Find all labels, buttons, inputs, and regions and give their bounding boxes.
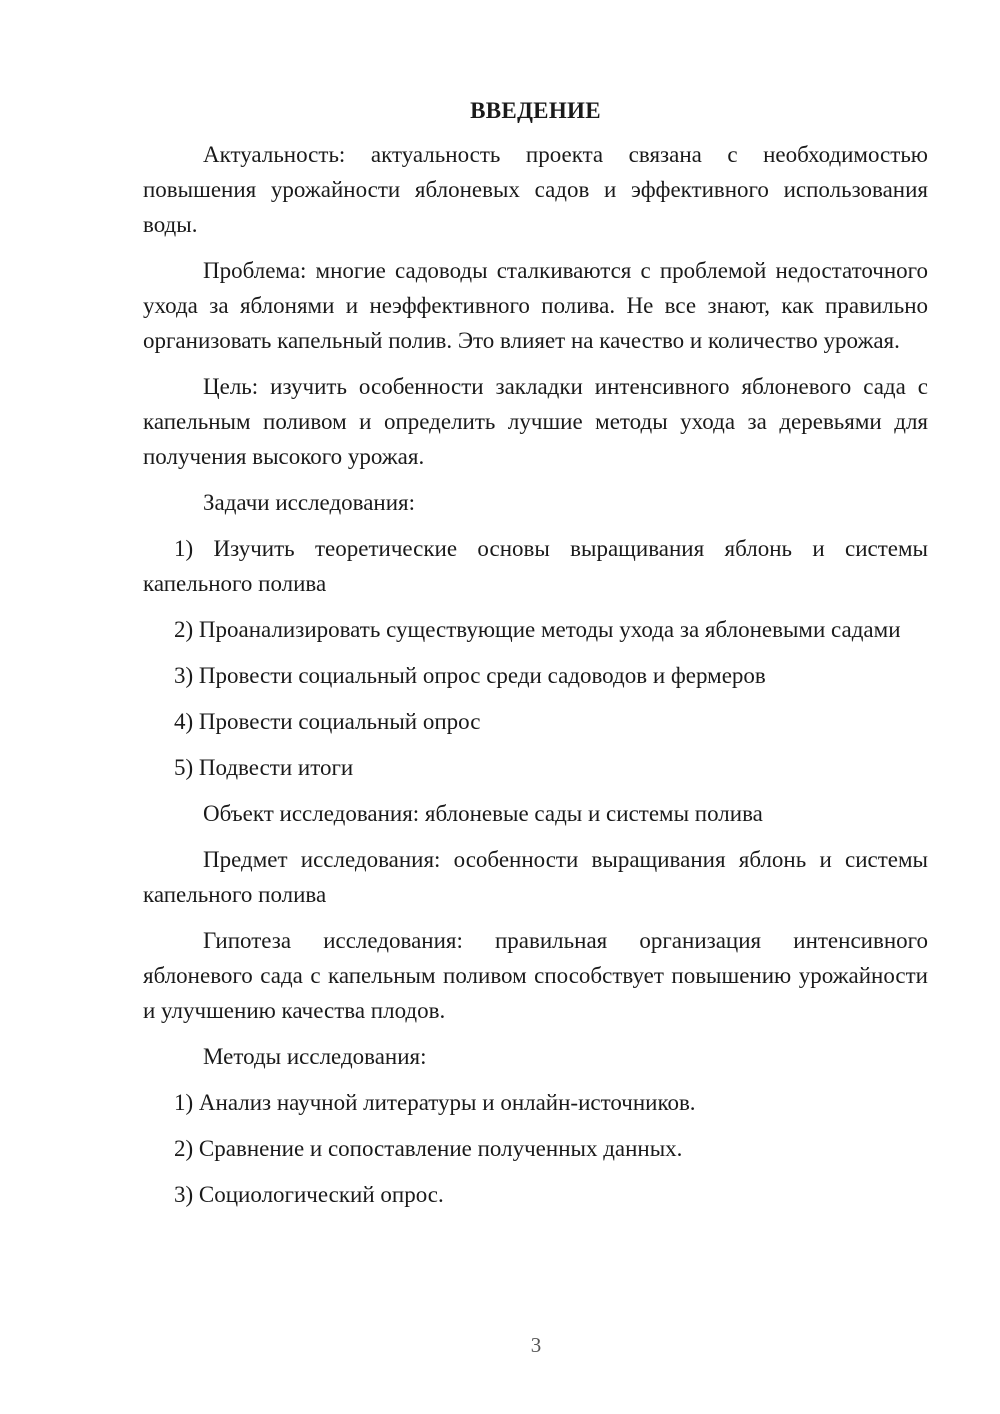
goal-paragraph: Цель: изучить особенности закладки интенсивного яблоневого сада с капельным поливом и определить лучшие методы ухода за деревьями для получения высокого урожая. (143, 374, 928, 469)
document-body (143, 93, 928, 1223)
section-heading: ВВЕДЕНИЕ (470, 98, 601, 123)
task-item: 3) Провести социальный опрос среди садоводов и фермеров (174, 663, 766, 688)
tasks-title: Задачи исследования: (203, 490, 416, 515)
task-item: 4) Провести социальный опрос (174, 709, 481, 734)
method-item: 3) Социологический опрос. (174, 1182, 444, 1207)
problem-paragraph: Проблема: многие садоводы сталкиваются с проблемой недостаточного ухода за яблонями и неэффективного полива. Не все знают, как правильно организовать капельный полив. Это влияет на качество и количество урожая. (143, 258, 928, 353)
methods-title: Методы исследования: (203, 1044, 427, 1069)
task-item: 2) Проанализировать существующие методы ухода за яблоневыми садами (174, 617, 901, 642)
hypothesis-paragraph: Гипотеза исследования: правильная организация интенсивного яблоневого сада с капельным поливом способствует повышению урожайности и улучшению качества плодов. (143, 928, 928, 1023)
method-item: 2) Сравнение и сопоставление полученных данных. (174, 1136, 683, 1161)
relevance-paragraph: Актуальность: актуальность проекта связана с необходимостью повышения урожайности яблоневых садов и эффективного использования воды. (143, 142, 928, 237)
object-paragraph: Объект исследования: яблоневые сады и системы полива (203, 801, 763, 826)
subject-paragraph: Предмет исследования: особенности выращивания яблонь и системы капельного полива (143, 847, 928, 907)
page-number: 3 (530, 1333, 542, 1357)
method-item: 1) Анализ научной литературы и онлайн-источников. (174, 1090, 696, 1115)
task-item: 1) Изучить теоретические основы выращивания яблонь и системы капельного полива (143, 536, 928, 596)
task-item: 5) Подвести итоги (174, 755, 354, 780)
